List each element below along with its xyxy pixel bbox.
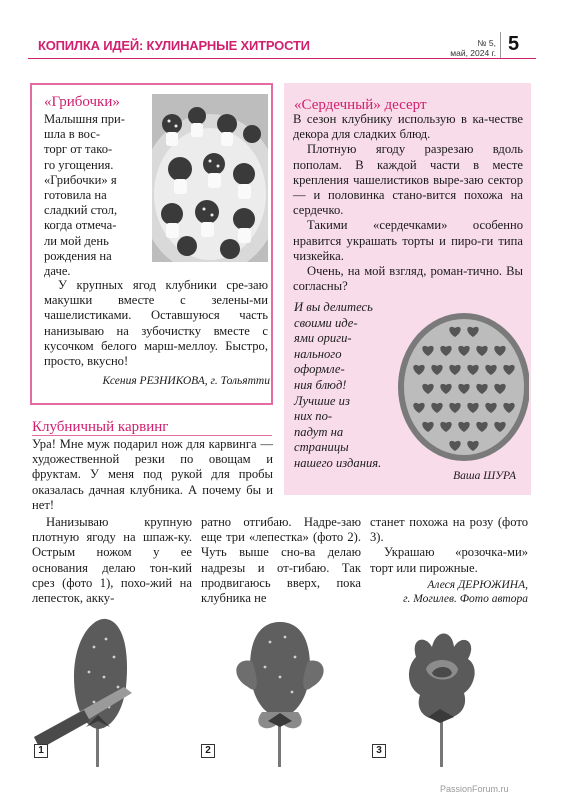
gribochki-signature: Ксения РЕЗНИКОВА, г. Тольятти	[102, 375, 270, 387]
carving-lead	[32, 437, 273, 513]
issue-info	[440, 38, 496, 58]
carving-col3-p1: станет похожа на розу (фото 3).	[370, 515, 528, 545]
issue-number: № 5,	[477, 38, 496, 48]
gribochki-lead-line: когда отмеча-	[44, 218, 117, 233]
serdechny-invitation-line: падут на	[294, 424, 344, 439]
gribochki-lead-line: торг от тако-	[44, 142, 113, 157]
carving-column-1	[32, 515, 192, 606]
gribochki-lead-line: готовила на	[44, 188, 107, 203]
carving-lead-text: Ура! Мне муж подарил нож для карвинга — художественной резки по овощам и фруктам. У меня под рукой для пробы оказалась дачная клубника. А почему бы и нет!	[32, 437, 273, 512]
carving-col1-text: Нанизываю крупную плотную ягоду на шпаж-ку. Острым ножом у ее основания делаю тон-кий срез (фото 1), похо-жий на лепесток, акку-	[32, 515, 192, 606]
carving-col3-p2: Украшаю «розочка-ми» торт или пирожные.	[370, 545, 528, 575]
serdechny-article	[284, 83, 531, 495]
gribochki-lead-line: го угощения.	[44, 157, 114, 172]
carving-signature-city: г. Могилев. Фото автора	[403, 592, 528, 605]
header-rule	[28, 58, 536, 59]
photo-label-1: 1	[34, 744, 48, 758]
serdechny-invitation-line: ями ориги-	[294, 331, 352, 346]
serdechny-invitation-line: них по-	[294, 409, 333, 424]
watermark: PassionForum.ru	[440, 784, 509, 794]
serdechny-invitation-line: нального	[294, 346, 342, 361]
serdechny-invitation-line: нашего издания.	[294, 455, 382, 470]
serdechny-invitation-line: ния блюд!	[294, 377, 347, 392]
gribochki-lead-line: сладкий стол,	[44, 203, 118, 218]
carving-signature	[370, 578, 528, 606]
gribochki-lead-line: рождения на	[44, 248, 112, 263]
carving-photo-3	[370, 617, 528, 767]
serdechny-invitation-line: страницы	[294, 440, 349, 455]
gribochki-article	[30, 83, 273, 405]
serdechny-invitation-line: своими иде-	[294, 315, 358, 330]
serdechny-invitation-line: оформле-	[294, 362, 345, 377]
gribochki-lead-line: ли мой день	[44, 233, 109, 248]
carving-col2-text: ратно отгибаю. Надре-заю еще три «лепестка» (фото 2). Чуть выше сно-ва делаю надрезы и от-гибаю. Так продвигаюсь вверх, пока клубника не	[201, 515, 361, 606]
serdechny-p3: Такими «сердечками» особенно нравится украшать торты и пиро-ги типа чизкейка.	[293, 218, 523, 263]
carving-signature-author: Алеся ДЕРЮЖИНА,	[427, 578, 528, 591]
carving-column-3	[370, 515, 528, 606]
serdechny-signature: Ваша ШУРА	[453, 470, 516, 482]
photo-label-3: 3	[372, 744, 386, 758]
serdechny-p1: В сезон клубнику использую в ка-честве декора для сладких блюд.	[293, 112, 523, 142]
serdechny-p2: Плотную ягоду разрезаю вдоль пополам. В каждой части в месте крепления чашелистиков выре-заю сектор — и половинка стано-вится похожа на сердечко.	[293, 142, 523, 218]
carving-title-rule	[32, 435, 272, 436]
serdechny-title: «Сердечный» десерт	[294, 97, 427, 113]
photo-label-2: 2	[201, 744, 215, 758]
serdechny-invitation-line: И вы делитесь	[294, 300, 373, 314]
section-header-title: КОПИЛКА ИДЕЙ: КУЛИНАРНЫЕ ХИТРОСТИ	[38, 38, 310, 53]
serdechny-invitation	[294, 300, 404, 472]
header-separator	[500, 32, 501, 58]
serdechny-p4: Очень, на мой взгляд, роман-тично. Вы согласны?	[293, 264, 523, 294]
serdechny-body	[293, 112, 523, 294]
gribochki-title: «Грибочки»	[44, 94, 120, 110]
carving-column-2	[201, 515, 361, 606]
gribochki-photo	[152, 94, 268, 262]
serdechny-photo	[389, 305, 529, 465]
carving-photo-1	[34, 617, 192, 767]
gribochki-body-text: У крупных ягод клубники сре-заю макушки вместе с зелены-ми чашелистиками. Оставшуюся часть нанизываю на зубочистку вместе с кусочком белого марш-меллоу. Быстро, просто, вкусно!	[44, 278, 268, 369]
gribochki-lead-text	[44, 112, 150, 279]
gribochki-lead	[44, 112, 150, 279]
issue-date: май, 2024 г.	[450, 48, 496, 58]
gribochki-lead-line: даче.	[44, 264, 71, 279]
gribochki-lead-line: Малышня при-	[44, 112, 125, 126]
gribochki-lead-line: шла в вос-	[44, 127, 101, 142]
carving-title: Клубничный карвинг	[32, 419, 169, 435]
serdechny-invitation-line: Лучшие из	[294, 393, 350, 408]
gribochki-body	[44, 278, 268, 369]
carving-photo-2	[200, 617, 358, 767]
gribochki-lead-line: «Грибочки» я	[44, 172, 117, 187]
page-number: 5	[508, 33, 520, 55]
